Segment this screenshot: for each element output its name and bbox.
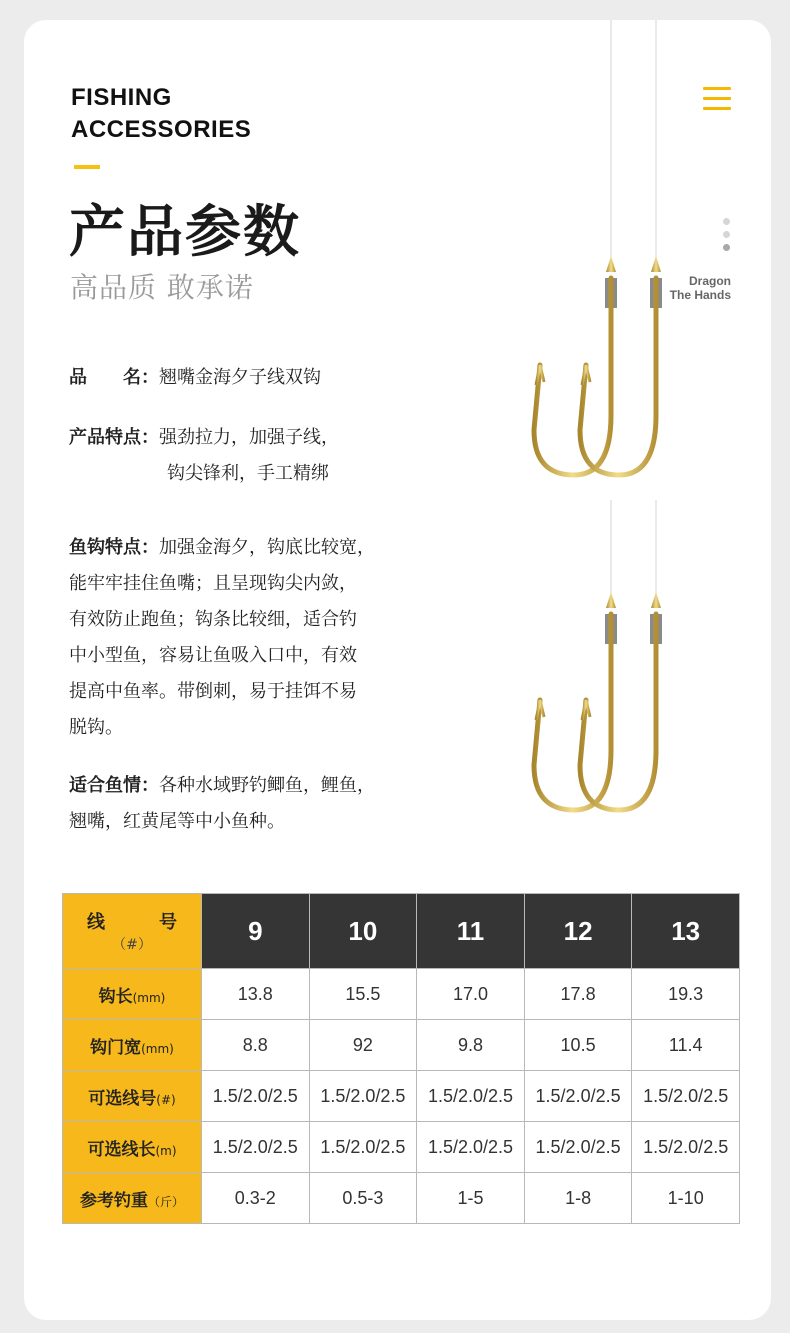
row-label	[63, 1020, 202, 1071]
brand-line-2: ACCESSORIES	[71, 116, 252, 143]
menu-icon[interactable]	[703, 87, 731, 111]
table-cell: 10.5	[524, 1020, 632, 1071]
page-dot[interactable]	[723, 218, 730, 225]
table-row	[63, 1173, 740, 1224]
spec-text-line: 各种水域野钓鲫鱼，鲤鱼，	[159, 775, 375, 796]
table-cell: 92	[309, 1020, 417, 1071]
page-dot[interactable]	[723, 231, 730, 238]
row-label-text: 可选线长	[87, 1139, 156, 1160]
table-row	[63, 1071, 740, 1122]
spec-text-line: 有效防止跑鱼；钩条比较细，适合钓	[69, 609, 357, 630]
spec-text-line: 加强金海夕，钩底比较宽，	[159, 537, 375, 558]
spec-name	[69, 360, 429, 396]
table-row	[63, 1020, 740, 1071]
table-cell: 0.3-2	[202, 1173, 310, 1224]
pagination-dots[interactable]	[723, 218, 730, 257]
product-card	[24, 20, 771, 1320]
table-corner-cell	[63, 894, 202, 969]
line-number-unit: （#）	[112, 937, 152, 953]
spec-suitable-fish	[69, 768, 429, 840]
row-label-unit: (#)	[156, 1092, 176, 1107]
row-label	[63, 1173, 202, 1224]
tagline-line-2: The Hands	[669, 288, 731, 302]
row-label	[63, 1122, 202, 1173]
table-cell: 1.5/2.0/2.5	[309, 1071, 417, 1122]
fishing-hook-image	[494, 20, 694, 820]
fishing-line	[611, 20, 656, 595]
spec-name-label: 品 名：	[69, 367, 159, 388]
row-label-text: 钩门宽	[90, 1037, 142, 1058]
page-title: 产品参数	[69, 200, 301, 265]
table-cell: 0.5-3	[309, 1173, 417, 1224]
table-cell: 1.5/2.0/2.5	[632, 1122, 740, 1173]
spec-hook-features	[69, 530, 429, 746]
hook-pair-lower	[534, 592, 662, 810]
table-cell: 17.0	[417, 969, 525, 1020]
table-cell: 1-5	[417, 1173, 525, 1224]
table-cell: 15.5	[309, 969, 417, 1020]
spec-hook-features-label: 鱼钩特点：	[69, 537, 159, 558]
row-label-unit: (mm)	[132, 990, 166, 1005]
page-dot-active[interactable]	[723, 244, 730, 251]
table-cell: 1.5/2.0/2.5	[417, 1122, 525, 1173]
table-cell: 9.8	[417, 1020, 525, 1071]
size-header: 10	[309, 894, 417, 969]
table-cell: 1.5/2.0/2.5	[202, 1071, 310, 1122]
table-cell: 11.4	[632, 1020, 740, 1071]
spec-text-line: 强劲拉力，加强子线，	[159, 427, 339, 448]
spec-text-line: 钩尖锋利，手工精绑	[167, 463, 329, 484]
tagline-line-1: Dragon	[689, 274, 731, 288]
hook-pair-upper	[534, 256, 662, 475]
table-row	[63, 969, 740, 1020]
line-number-header: 线 号	[87, 912, 195, 933]
spec-name-value: 翘嘴金海夕子线双钩	[159, 367, 321, 388]
table-cell: 19.3	[632, 969, 740, 1020]
spec-text-line: 翘嘴，红黄尾等中小鱼种。	[69, 811, 285, 832]
spec-fish-label: 适合鱼情：	[69, 775, 159, 796]
table-header-row	[63, 894, 740, 969]
spec-text-line: 能牢牢挂住鱼嘴；且呈现钩尖内敛，	[69, 573, 357, 594]
table-cell: 17.8	[524, 969, 632, 1020]
brand-title	[71, 82, 251, 146]
size-header: 11	[417, 894, 525, 969]
table-cell: 1.5/2.0/2.5	[632, 1071, 740, 1122]
parameter-table	[62, 893, 740, 1224]
size-header: 13	[632, 894, 740, 969]
table-cell: 1.5/2.0/2.5	[524, 1122, 632, 1173]
row-label-unit: (mm)	[141, 1041, 174, 1056]
table-cell: 1.5/2.0/2.5	[524, 1071, 632, 1122]
row-label-text: 参考钓重	[79, 1190, 148, 1211]
table-cell: 1.5/2.0/2.5	[309, 1122, 417, 1173]
table-cell: 1-10	[632, 1173, 740, 1224]
table-row	[63, 1122, 740, 1173]
size-header: 9	[202, 894, 310, 969]
brand-line-1: FISHING	[71, 84, 172, 111]
row-label-unit: (m)	[155, 1143, 177, 1158]
table-cell: 13.8	[202, 969, 310, 1020]
row-label-text: 钩长	[98, 986, 133, 1007]
spec-product-features-label: 产品特点：	[69, 427, 159, 448]
spec-product-features	[69, 420, 429, 492]
table-cell: 1.5/2.0/2.5	[417, 1071, 525, 1122]
row-label-unit: （斤）	[147, 1194, 184, 1209]
row-label-text: 可选线号	[88, 1088, 157, 1109]
size-header: 12	[524, 894, 632, 969]
accent-divider	[74, 165, 100, 169]
spec-text-line: 中小型鱼，容易让鱼吸入口中，有效	[69, 645, 357, 666]
table-cell: 1-8	[524, 1173, 632, 1224]
spec-text-line: 提高中鱼率。带倒刺，易于挂饵不易	[69, 681, 357, 702]
row-label	[63, 969, 202, 1020]
table-cell: 1.5/2.0/2.5	[202, 1122, 310, 1173]
row-label	[63, 1071, 202, 1122]
page-subtitle: 高品质 敢承诺	[70, 271, 254, 304]
table-cell: 8.8	[202, 1020, 310, 1071]
spec-text-line: 脱钩。	[69, 717, 123, 738]
